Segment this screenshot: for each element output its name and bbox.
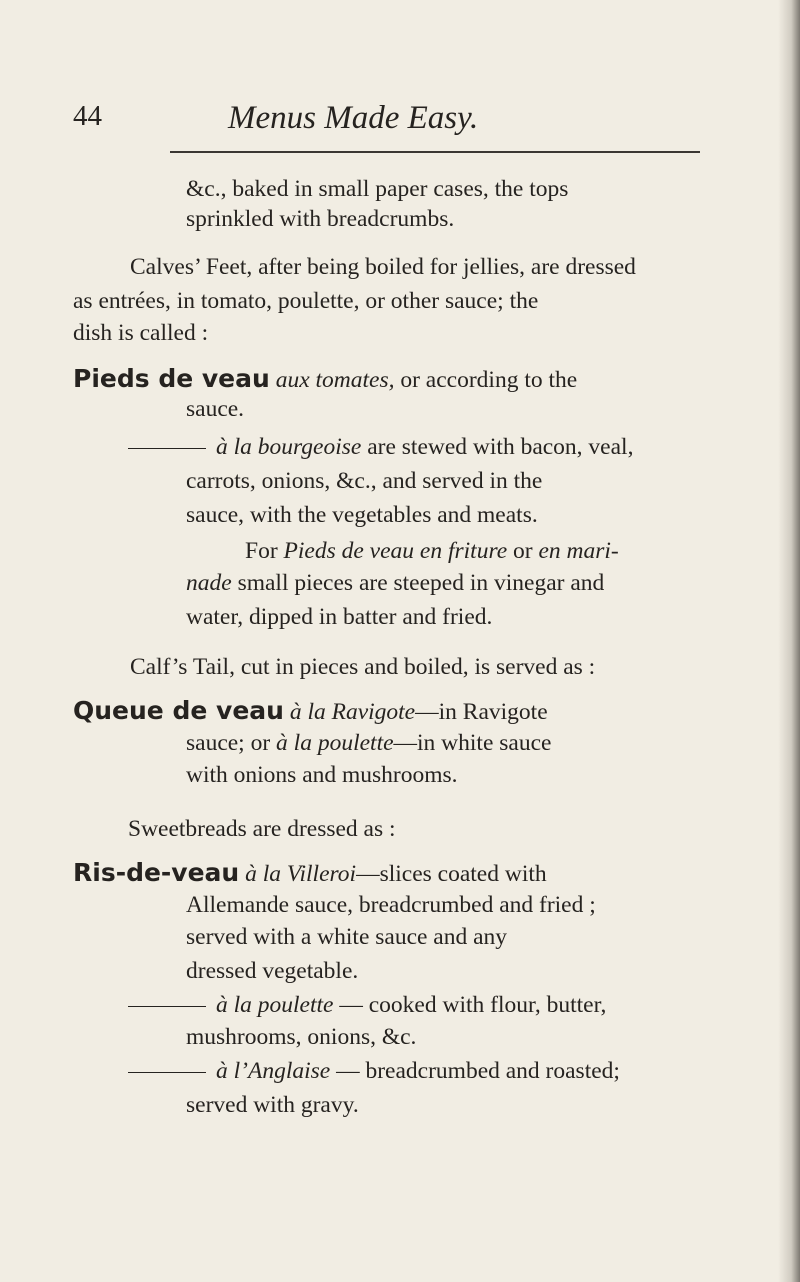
queue-heading: Queue de veau — [73, 696, 284, 725]
friture-italic: Pieds de veau en friture — [283, 538, 508, 564]
pieds-italic: aux tomates, — [275, 367, 395, 393]
poulette-rest: —in white sauce — [393, 730, 552, 756]
header-rule — [170, 151, 700, 153]
ris-rest: —slices coated with — [356, 861, 547, 887]
text-line: dressed vegetable. — [186, 958, 359, 984]
text-line: sauce. — [186, 396, 245, 422]
running-title: Menus Made Easy. — [228, 100, 479, 136]
text-line: Calves’ Feet, after being boiled for jellies, are dressed — [130, 254, 636, 280]
bourgeoise-italic: à la bourgeoise — [216, 434, 362, 460]
ditto-dash — [128, 448, 206, 449]
text-line: &c., baked in small paper cases, the tops — [186, 176, 569, 202]
ditto-dash — [128, 1072, 206, 1073]
friture-or: or — [507, 538, 539, 564]
text-line: as entrées, in tomato, poulette, or other sauce; the — [73, 288, 539, 314]
text-line: carrots, onions, &c., and served in the — [186, 468, 543, 494]
pieds-rest: or according to the — [394, 367, 578, 393]
marinade-entry — [186, 572, 604, 596]
anglaise-entry — [128, 1060, 620, 1084]
ris-entry — [73, 860, 547, 887]
queue-rest: —in Ravigote — [415, 699, 548, 725]
page-number: 44 — [73, 100, 102, 132]
page-edge-shadow — [778, 0, 800, 1282]
poulette-prefix: sauce; or — [186, 730, 277, 756]
friture-entry — [245, 540, 619, 564]
text-line: mushrooms, onions, &c. — [186, 1024, 417, 1050]
queue-entry — [73, 698, 548, 725]
pieds-entry — [73, 366, 577, 393]
ris-poulette-entry — [128, 994, 606, 1018]
pieds-heading: Pieds de veau — [73, 364, 270, 393]
queue-italic: à la Ravigote — [289, 699, 416, 725]
marinade-rest: small pieces are steeped in vinegar and — [231, 570, 605, 596]
anglaise-italic: à l’Anglaise — [216, 1058, 331, 1084]
text-line: Calf’s Tail, cut in pieces and boiled, is served as : — [130, 654, 596, 680]
text-line: served with gravy. — [186, 1092, 359, 1118]
text-line: with onions and mushrooms. — [186, 762, 458, 788]
text-line: dish is called : — [73, 320, 209, 346]
page-header — [0, 100, 800, 140]
friture-prefix: For — [245, 538, 284, 564]
marinade-italic-end: nade — [186, 570, 232, 596]
text-line: served with a white sauce and any — [186, 924, 508, 950]
poulette-italic: à la poulette — [276, 730, 394, 756]
text-line: Allemande sauce, breadcrumbed and fried ; — [186, 892, 596, 918]
text-line: sauce, with the vegetables and meats. — [186, 502, 538, 528]
poulette-entry — [186, 732, 551, 756]
ris-poulette-rest: — cooked with flour, butter, — [333, 992, 607, 1018]
text-line: Sweetbreads are dressed as : — [128, 816, 396, 842]
bourgeoise-rest: are stewed with bacon, veal, — [361, 434, 634, 460]
ditto-dash — [128, 1006, 206, 1007]
marinade-italic: en mari- — [538, 538, 619, 564]
text-line: sprinkled with breadcrumbs. — [186, 206, 455, 232]
bourgeoise-entry — [128, 436, 633, 460]
ris-heading: Ris-de-veau — [73, 858, 240, 887]
ris-italic: à la Villeroi — [245, 861, 357, 887]
text-line: water, dipped in batter and fried. — [186, 604, 493, 630]
ris-poulette-italic: à la poulette — [216, 992, 334, 1018]
anglaise-rest: — breadcrumbed and roasted; — [330, 1058, 620, 1084]
